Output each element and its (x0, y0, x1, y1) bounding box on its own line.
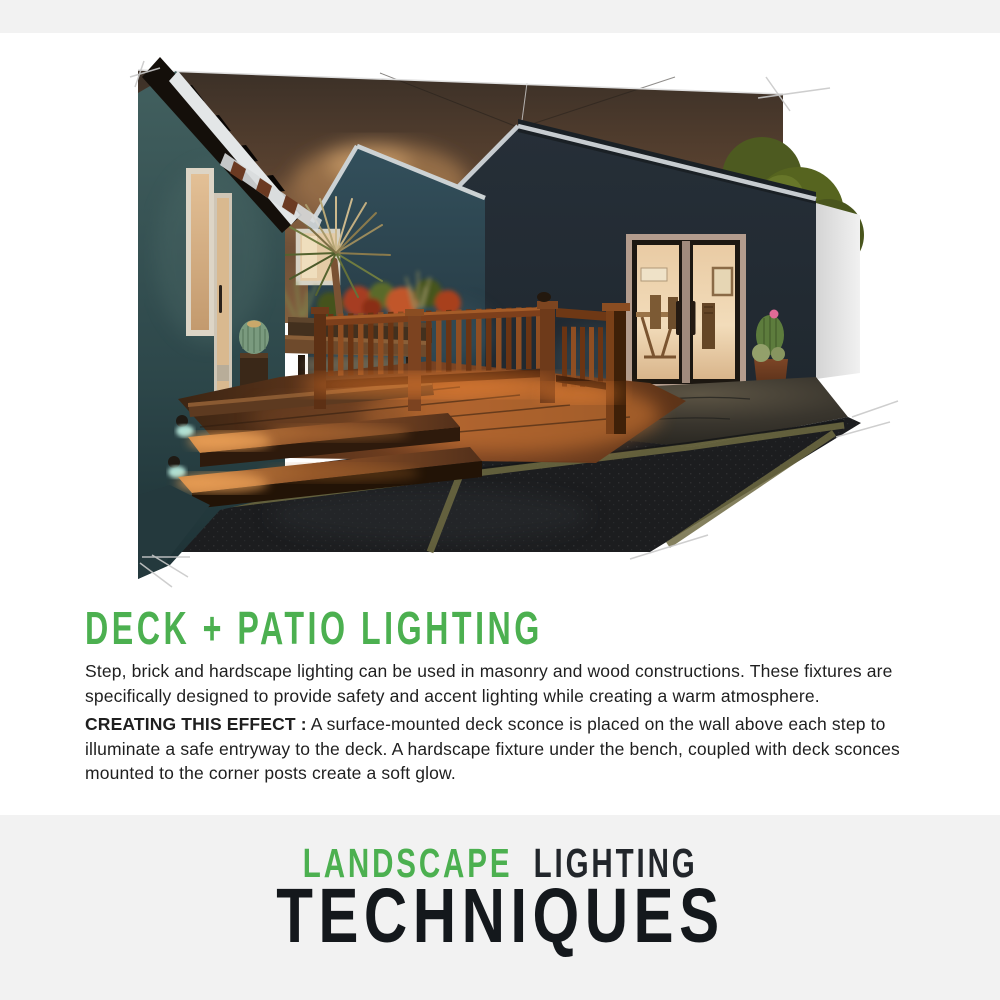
hero-render (130, 65, 880, 590)
effect-text: A surface-mounted deck sconce is placed on the wall above each step to illuminate a safe entryway to the deck. A hardscape fixture under the bench, coupled with deck sconces mounted to the corner posts create a soft glow. (85, 714, 900, 783)
top-gray-band (0, 0, 1000, 33)
intro-paragraph: Step, brick and hardscape lighting can be used in masonry and wood constructions. These fixtures are specifically designed to provide safety and accent lighting while creating a warm atmosphere. (85, 661, 893, 706)
brand-word-landscape: LANDSCAPE (302, 840, 513, 886)
brand-word-techniques: TECHNIQUES (275, 873, 725, 959)
brand-word-lighting: LIGHTING (533, 840, 698, 886)
brand-line-2 (0, 872, 1000, 961)
cactus-flower (770, 310, 779, 319)
picture-frame (713, 268, 732, 295)
wall-rack (641, 268, 667, 281)
rail-pot (537, 292, 551, 302)
door-handle (219, 285, 222, 313)
page-edge-panel (816, 203, 860, 379)
door-handle-right (691, 301, 696, 335)
effect-paragraph (85, 712, 933, 786)
railing-post (314, 311, 326, 409)
effect-label: CREATING THIS EFFECT : (85, 714, 307, 734)
section-heading: DECK + PATIO LIGHTING (85, 602, 543, 654)
door-handle-left (676, 301, 681, 335)
